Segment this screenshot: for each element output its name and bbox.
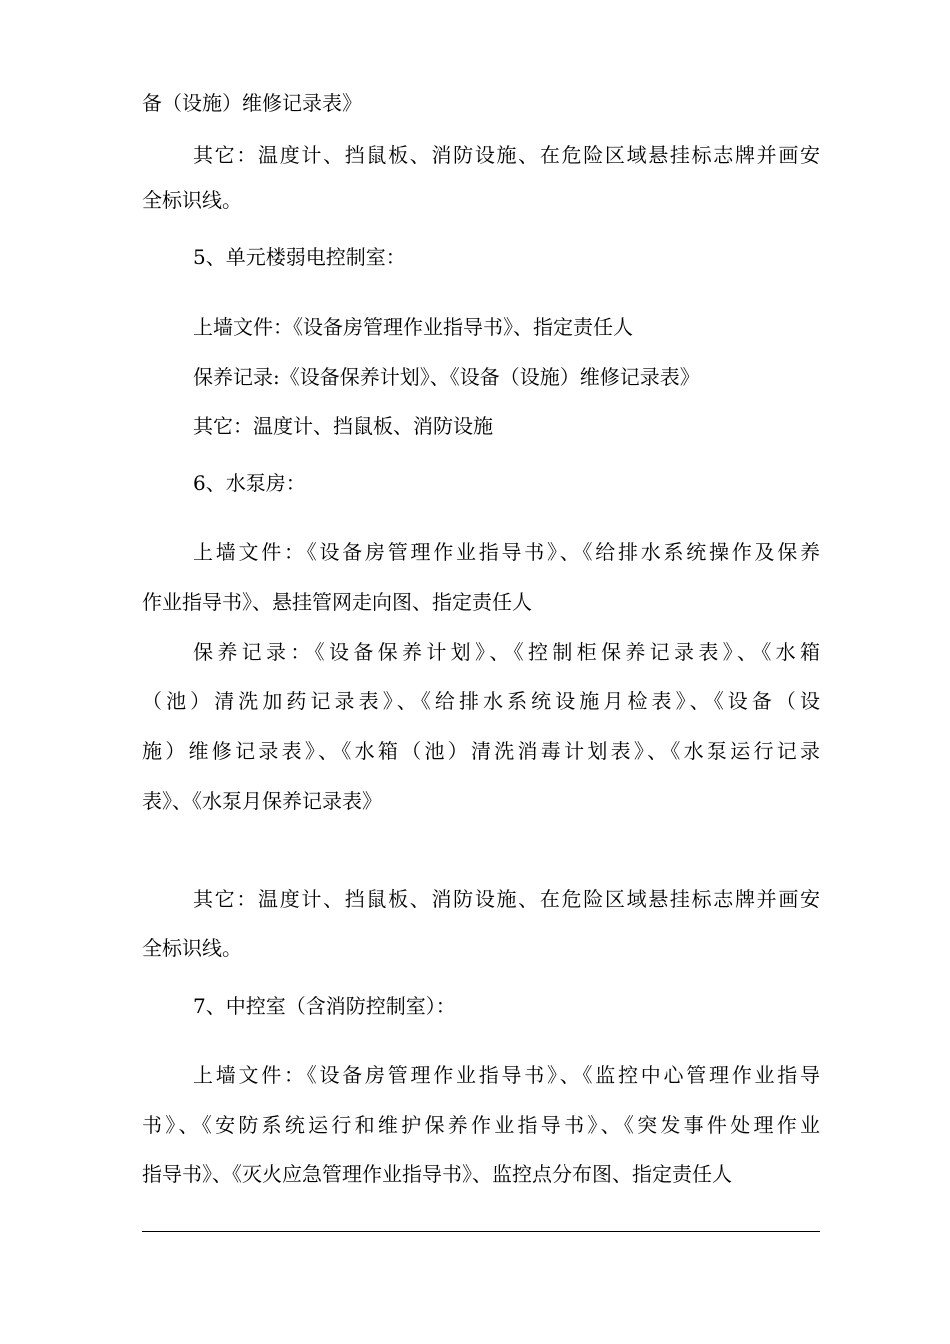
text-line: 备（设施）维修记录表》 [142,91,362,115]
section-heading: 6、水泵房： [193,471,306,495]
section-heading: 7、中控室（含消防控制室）： [193,994,456,1018]
text-line: 全标识线。 [142,936,242,960]
text-line: 全标识线。 [142,188,242,212]
text-line: 上墙文件：《设备房管理作业指导书》、《监控中心管理作业指导 [193,1063,820,1087]
text-line: （池）清洗加药记录表》、《给排水系统设施月检表》、《设备（设 [142,689,820,713]
text-line: 其它：温度计、挡鼠板、消防设施 [193,414,493,438]
text-line: 表》、《水泵月保养记录表》 [142,789,382,813]
text-line: 上墙文件：《设备房管理作业指导书》、《给排水系统操作及保养 [193,540,820,564]
section-heading: 5、单元楼弱电控制室： [193,245,406,269]
text-line: 书》、《安防系统运行和维护保养作业指导书》、《突发事件处理作业 [142,1113,820,1137]
text-line: 保养记录：《设备保养计划》、《控制柜保养记录表》、《水箱 [193,640,820,664]
text-line: 作业指导书》、悬挂管网走向图、指定责任人 [142,590,532,614]
text-line: 其它：温度计、挡鼠板、消防设施、在危险区域悬挂标志牌并画安 [193,887,820,911]
text-line: 其它：温度计、挡鼠板、消防设施、在危险区域悬挂标志牌并画安 [193,143,820,167]
text-line: 施）维修记录表》、《水箱（池）清洗消毒计划表》、《水泵运行记录 [142,739,820,763]
text-line: 上墙文件：《设备房管理作业指导书》、指定责任人 [193,315,633,339]
text-line: 指导书》、《灭火应急管理作业指导书》、监控点分布图、指定责任人 [142,1162,732,1186]
text-line: 保养记录:《设备保养计划》、《设备（设施）维修记录表》 [193,365,700,389]
footer-rule [142,1231,820,1232]
